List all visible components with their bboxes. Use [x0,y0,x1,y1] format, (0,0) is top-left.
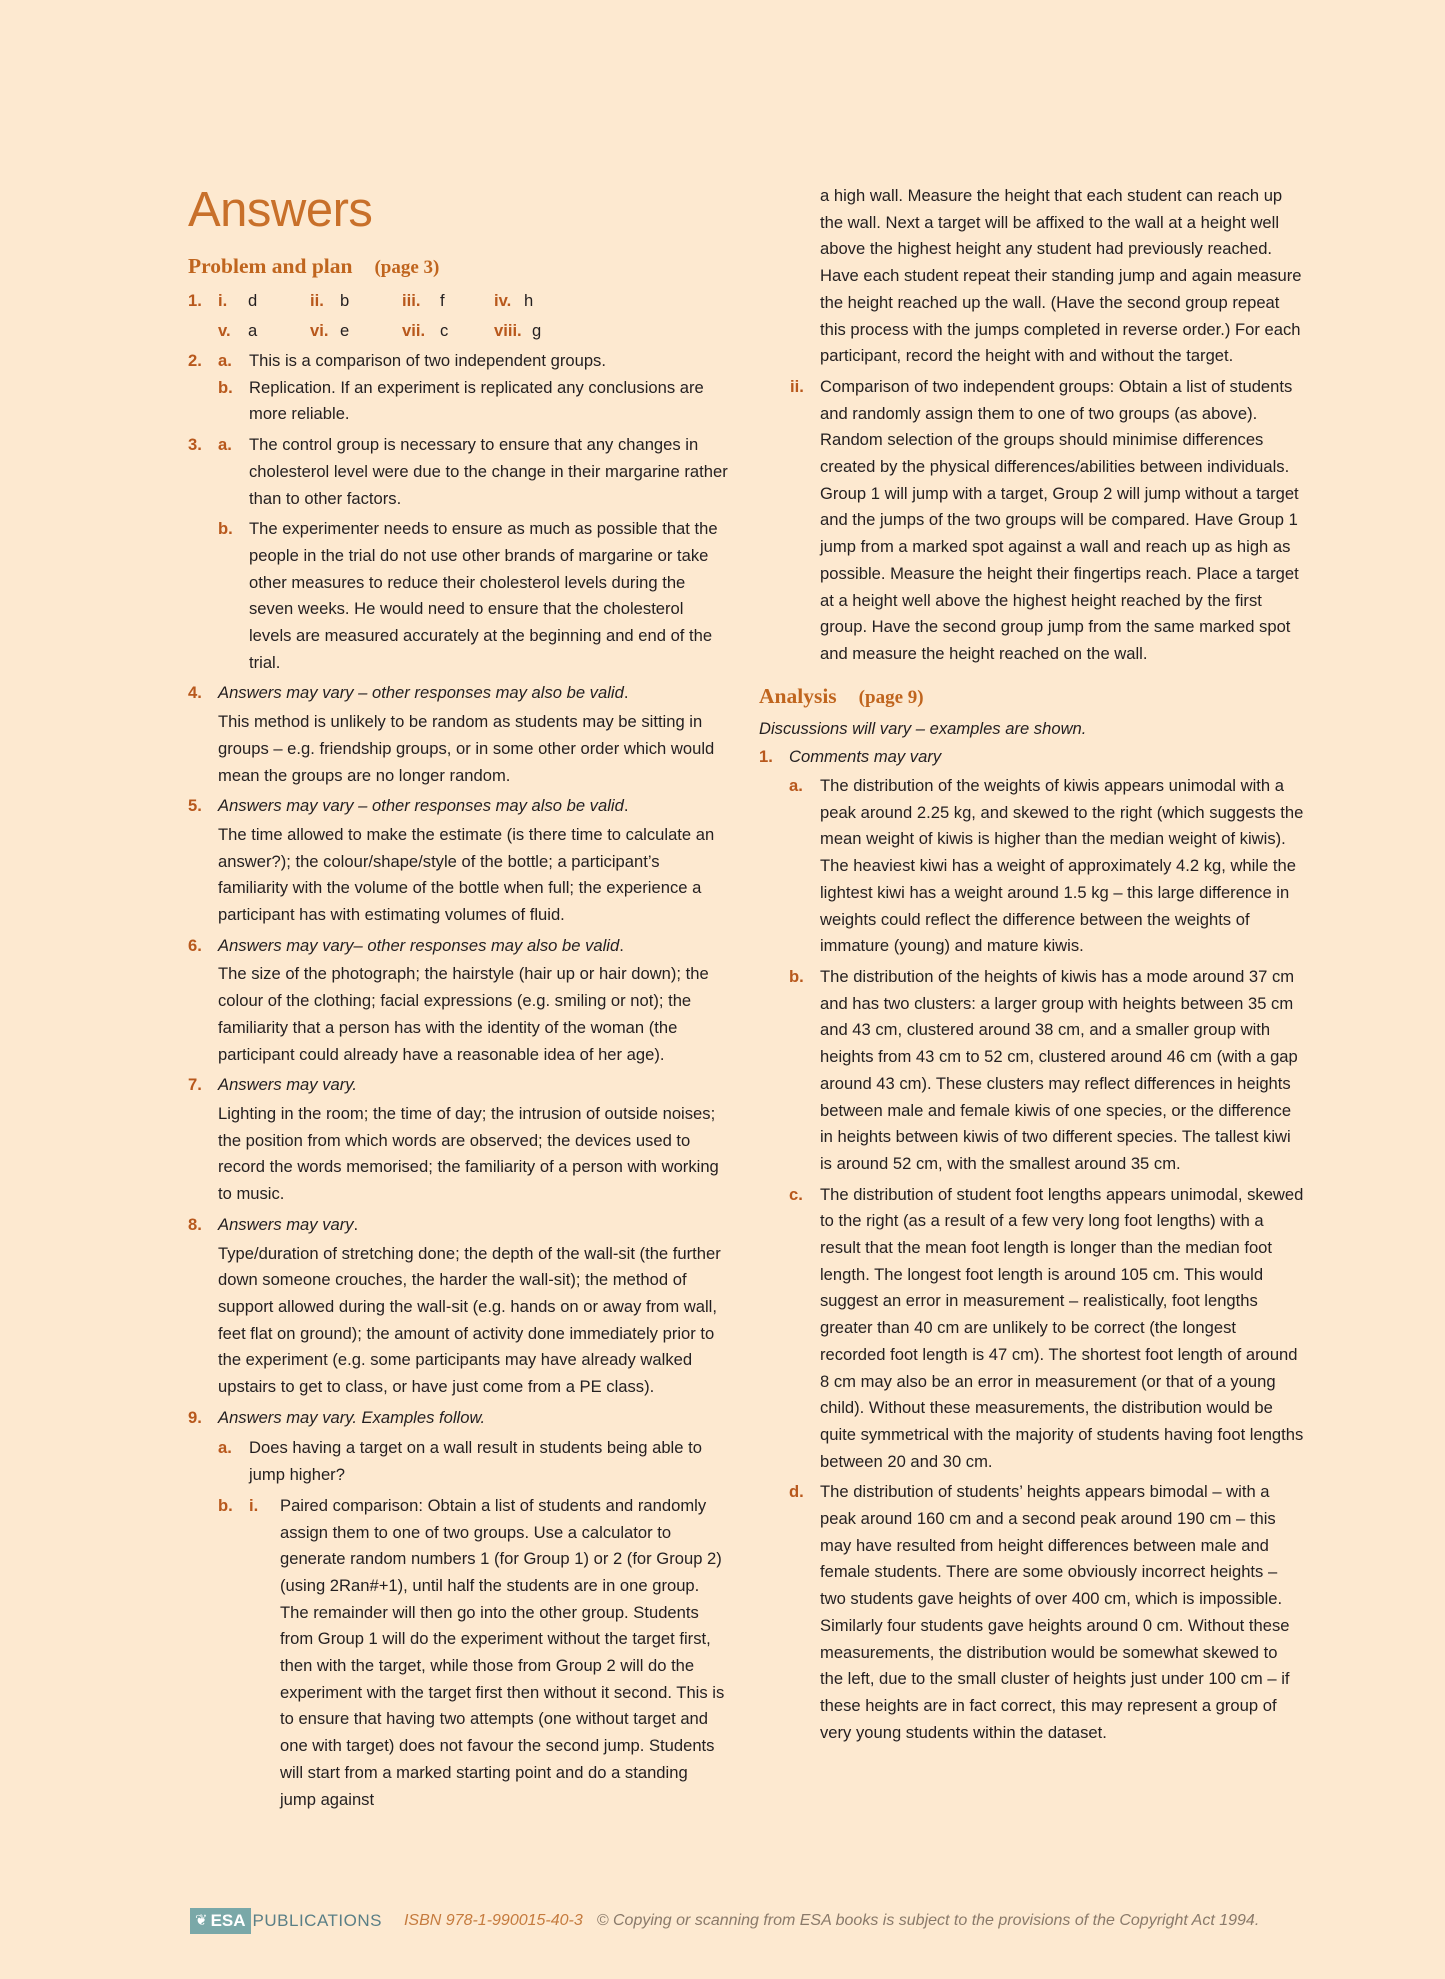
part-label: c. [789,1184,803,1204]
part-label: a. [218,351,232,370]
part-label: b. [789,966,804,986]
q5-lead: Answers may vary – other responses may also be valid [218,796,624,816]
question-number: 5. [188,796,202,816]
question-3 [188,432,728,676]
q4-body: This method is unlikely to be random as students may be sitting in groups – e.g. friendship groups, or in some other order which would mean the groups are no longer random. [218,712,715,785]
q1-row-1 [188,286,728,316]
a1-part-b: The distribution of the heights of kiwis has a mode around 37 cm and has two clusters: a larger group with heights between 35 cm and 43 cm, clustered around 38 cm, and a smaller group with heights from 43 cm to 52 cm, clustered around 46 cm (with a gap around 43 cm). These clusters may reflect differences in heights between male and female kiwis of one species, or the difference in heights between kiwis of two different species. The tallest kiwi is around 52 cm, with the smallest around 35 cm. [820,966,1298,1173]
q6-body: The size of the photograph; the hairstyle (hair up or hair down); the colour of the clothing; facial expressions (e.g. smiling or not); the familiarity that a person has with the identity of the woman (the participant could already have a reasonable idea of her age). [218,964,709,1064]
page-title: Answers [188,183,373,237]
q4-lead: Answers may vary – other responses may also be valid [218,683,624,703]
section-heading-analysis [759,682,1304,712]
part-label: a. [218,1438,232,1458]
a1-part-a: The distribution of the weights of kiwis appears unimodal with a peak around 2.25 kg, and skewed to the right (which suggests the mean weight of kiwis is higher than the median weight of kiwis). The heaviest kiwi has a weight of approximately 4.2 kg, while the lightest kiwi has a weight around 1.5 kg – this large difference in weights could reflect the difference between the weights of immature (young) and mature kiwis. [820,776,1304,956]
q9-part-a: Does having a target on a wall result in students being able to jump higher? [249,1438,702,1485]
q1-row-2 [188,316,728,346]
q3-part-a: The control group is necessary to ensure that any changes in cholesterol level were due to the change in their margarine rather than to other factors. [249,435,728,508]
question-number: 8. [188,1214,202,1234]
section-title: Problem and plan [188,254,353,278]
part-label: a. [789,776,803,796]
q2-part-b: Replication. If an experiment is replicated any conclusions are more reliable. [249,377,704,424]
q1-pair: viii. g [494,321,542,340]
question-1 [188,286,728,346]
q6-lead: Answers may vary– other responses may also be valid [218,935,620,955]
question-number: 1. [759,747,773,767]
leaf-icon: ❦ [195,1912,208,1929]
analysis-intro: Discussions will vary – examples are shown. [759,718,1087,738]
q1-pair: v. a [218,321,258,340]
part-label: b. [218,519,233,539]
q7-body: Lighting in the room; the time of day; the intrusion of outside noises; the position from which words are observed; the devices used to record the words memorised; the familiarity of a person with working to music. [218,1103,719,1204]
q8-body: Type/duration of stretching done; the depth of the wall-sit (the further down someone crouches, the harder the wall-sit); the method of support allowed during the wall-sit (e.g. hands on or away from wall, feet flat on ground); the amount of activity done immediately prior to the experiment (e.g. some participants may have already walked upstairs to get to class, or have just come from a PE class). [218,1243,721,1397]
q2-part-a: This is a comparison of two independent groups. [249,351,606,370]
question-6: 6. Answers may vary– other responses may also be valid. The size of the photograph; the hairstyle (hair up or hair down); the colour of the clothing; facial expressions (e.g. smiling or not); the familiarity that a person has with the identity of the woman (the participant could already have a reasonable idea of her age). [188,933,728,1069]
part-label: a. [218,435,232,455]
analysis-question-1 [759,744,1304,1746]
question-7 [188,1072,728,1208]
q1-pair: vii. c [402,321,449,340]
part-label: b. [218,1495,233,1515]
q9-part-b-i: Paired comparison: Obtain a list of students and randomly assign them to one of two groups. Use a calculator to generate random numbers 1 (for Group 1) or 2 (for Group 2) (using 2Ran#+1), until half the students are in one group. The remainder will then go into the other group. Students from Group 1 will do the experiment without the target first, then with the target, while those from Group 2 will do the experiment with the target first then without it second. This is to ensure that having two attempts (one without target and one with target) does not favour the second jump. Students will start from a marked starting point and do a standing jump against [280,1495,725,1809]
q1-pair: vi. e [310,321,350,340]
a1-part-c: The distribution of student foot lengths appears unimodal, skewed to the right (as a result of a few very long foot lengths) with a result that the mean foot length is longer than the median foot length. The longest foot length is around 105 cm. This would suggest an error in measurement – realistically, foot lengths greater than 40 cm are unlikely to be correct (the longest recorded foot length is 47 cm). The shortest foot length of around 8 cm may also be an error in measurement (or that of a young child). Without these measurements, the distribution would be quite symmetrical with the majority of students having foot lengths between 20 and 30 cm. [820,1184,1304,1471]
q9-part-b-i-continued: a high wall. Measure the height that each student can reach up the wall. Next a target will be affixed to the wall at a height well above the highest height any student had previously reached. Have each student repeat their standing jump and again measure the height reached up the wall. (Have the second group repeat this process with the jumps completed in reverse order.) For each participant, record the height with and without the target. [820,186,1302,366]
question-number: 3. [188,435,202,455]
q1-pair: i. d [218,291,258,310]
left-column [188,180,728,1813]
publisher-logo: ❦ ESA [190,1908,251,1934]
subpart-label: ii. [790,376,804,396]
q3-part-b: The experimenter needs to ensure as much as possible that the people in the trial do not use other brands of margarine or take other measures to reduce their cholesterol levels during the seven weeks. He would need to ensure that the cholesterol levels are measured accurately at the beginning and end of the trial. [249,519,718,672]
publisher-name: PUBLICATIONS [252,1911,382,1930]
q1-pair: ii. b [310,291,350,310]
question-number: 7. [188,1075,202,1095]
q1-pair: iv. h [494,291,534,310]
q1-pair: iii. f [402,291,445,310]
isbn: ISBN 978-1-990015-40-3 [403,1912,583,1929]
question-4: 4. Answers may vary – other responses may also be valid. This method is unlikely to be random as students may be sitting in groups – e.g. friendship groups, or in some other order which would mean the groups are no longer random. [188,680,728,789]
footer [190,1906,1310,1936]
section-page-ref: (page 9) [858,686,924,708]
question-8: 8. Answers may vary. Type/duration of stretching done; the depth of the wall-sit (the further down someone crouches, the harder the wall-sit); the method of support allowed during the wall-sit (e.g. hands on or away from wall, feet flat on ground); the amount of activity done immediately prior to the experiment (e.g. some participants may have already walked upstairs to get to class, or have just come from a PE class). [188,1212,728,1401]
section-title: Analysis [759,683,837,708]
question-number: 6. [188,935,202,955]
section-page-ref: (page 3) [374,257,440,278]
section-heading-problem-plan [188,252,728,282]
question-5: 5. Answers may vary – other responses may also be valid. The time allowed to make the estimate (is there time to calculate an answer?); the colour/shape/style of the bottle; a participant’s familiarity with the volume of the bottle when full; the experience a participant has with estimating volumes of fluid. [188,793,728,929]
part-label: b. [218,377,233,397]
q8-lead: Answers may vary [218,1214,354,1234]
q5-body: The time allowed to make the estimate (is there time to calculate an answer?); the colour/shape/style of the bottle; a participant’s familiarity with the volume of the bottle when full; the experience a participant has with estimating volumes of fluid. [218,824,715,925]
question-2 [188,348,728,428]
subpart-label: i. [249,1495,259,1515]
question-number: 4. [188,683,202,703]
part-label: d. [789,1482,804,1502]
q9-part-b-ii: Comparison of two independent groups: Obtain a list of students and randomly assign them to one of two groups (as above). Random selection of the groups should minimise differences created by the physical differences/abilities between individuals. Group 1 will jump with a target, Group 2 will jump without a target and the jumps of the two groups will be compared. Have Group 1 jump from a marked spot against a wall and reach up as high as possible. Measure the height their fingertips reach. Place a target at a height well above the highest height reached by the first group. Have the second group jump from the same marked spot and measure the height reached on the wall. [820,376,1299,663]
a1-part-d: The distribution of students’ heights appears bimodal – with a peak around 160 cm and a second peak around 190 cm – this may have resulted from height differences between male and female students. There are some obviously incorrect heights – two students gave heights of over 400 cm, which is impossible. Similarly four students gave heights around 0 cm. Without these measurements, the distribution would be somewhat skewed to the left, due to the small cluster of heights just under 100 cm – if these heights are in fact correct, this may represent a group of very young students within the dataset. [820,1482,1290,1742]
question-number: 1. [188,291,202,310]
right-column [759,183,1304,1746]
question-9 [188,1405,728,1814]
copyright-notice: © Copying or scanning from ESA books is subject to the provisions of the Copyright Act 1994. [596,1912,1260,1929]
a1-lead: Comments may vary [789,747,942,767]
q7-lead: Answers may vary. [218,1075,357,1095]
question-number: 2. [188,351,202,370]
question-number: 9. [188,1407,202,1427]
q9-lead: Answers may vary. Examples follow. [218,1407,486,1427]
